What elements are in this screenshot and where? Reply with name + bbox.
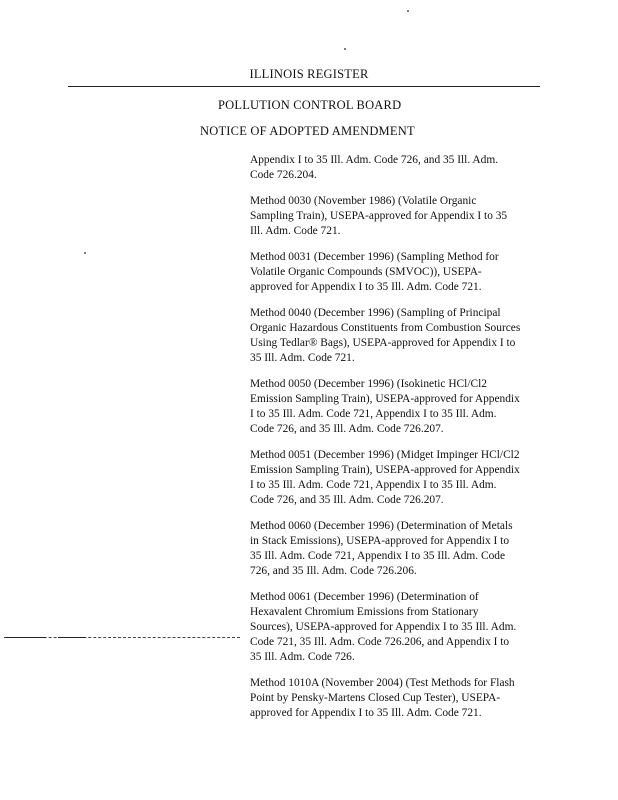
board-title: POLLUTION CONTROL BOARD (218, 98, 402, 112)
list-item: Method 0040 (December 1996) (Sampling of Principal Organic Hazardous Constituents from Combustion Sources Using Tedlar® Bags), USEPA-approved for Appendix I to 35 Ill. Adm. Code 721. (250, 307, 521, 364)
list-item: Method 0051 (December 1996) (Midget Impinger HCl/Cl2 Emission Sampling Train), USEPA-approved for Appendix I to 35 Ill. Adm. Code 721, Appendix I to 35 Ill. Adm. Code 726, and 35 Ill. Adm. Code 726.207. (250, 449, 520, 506)
list-item: Method 0050 (December 1996) (Isokinetic HCl/Cl2 Emission Sampling Train), USEPA-approved for Appendix I to 35 Ill. Adm. Code 721, Appendix I to 35 Ill. Adm. Code 726, and 35 Ill. Adm. Code 726.207. (250, 378, 520, 435)
scan-speck (344, 48, 346, 50)
list-item: Appendix I to 35 Ill. Adm. Code 726, and 35 Ill. Adm. Code 726.204. (250, 154, 499, 181)
scan-speck (84, 252, 86, 254)
header-rule (68, 86, 540, 87)
list-item: Method 1010A (November 2004) (Test Methods for Flash Point by Pensky-Martens Closed Cup Tester), USEPA- approved for Appendix I to 35 Ill. Adm. Code 721. (250, 677, 515, 719)
scan-artifact-tick (58, 637, 86, 638)
scan-speck (407, 10, 409, 12)
list-item: Method 0060 (December 1996) (Determination of Metals in Stack Emissions), USEPA-approved for Appendix I to 35 Ill. Adm. Code 721, Appendix I to 35 Ill. Adm. Code 726, and 35 Ill. Adm. Code 726.206. (250, 520, 513, 577)
notice-title: NOTICE OF ADOPTED AMENDMENT (200, 124, 415, 138)
list-item: Method 0061 (December 1996) (Determination of Hexavalent Chromium Emissions from Stationary Sources), USEPA-approved for Appendix I to 35 Ill. Adm. Code 721, 35 Ill. Adm. Code 726.206, and Appendix I to 35 Ill. Adm. Code 726. (250, 591, 517, 663)
register-title: ILLINOIS REGISTER (249, 67, 369, 81)
list-item: Method 0030 (November 1986) (Volatile Organic Sampling Train), USEPA-approved for Appendix I to 35 Ill. Adm. Code 721. (250, 195, 508, 237)
method-list (250, 153, 550, 732)
scan-artifact-tick (6, 637, 46, 638)
list-item: Method 0031 (December 1996) (Sampling Method for Volatile Organic Compounds (SMVOC)), USEPA- approved for Appendix I to 35 Ill. Adm. Code 721. (250, 251, 499, 293)
